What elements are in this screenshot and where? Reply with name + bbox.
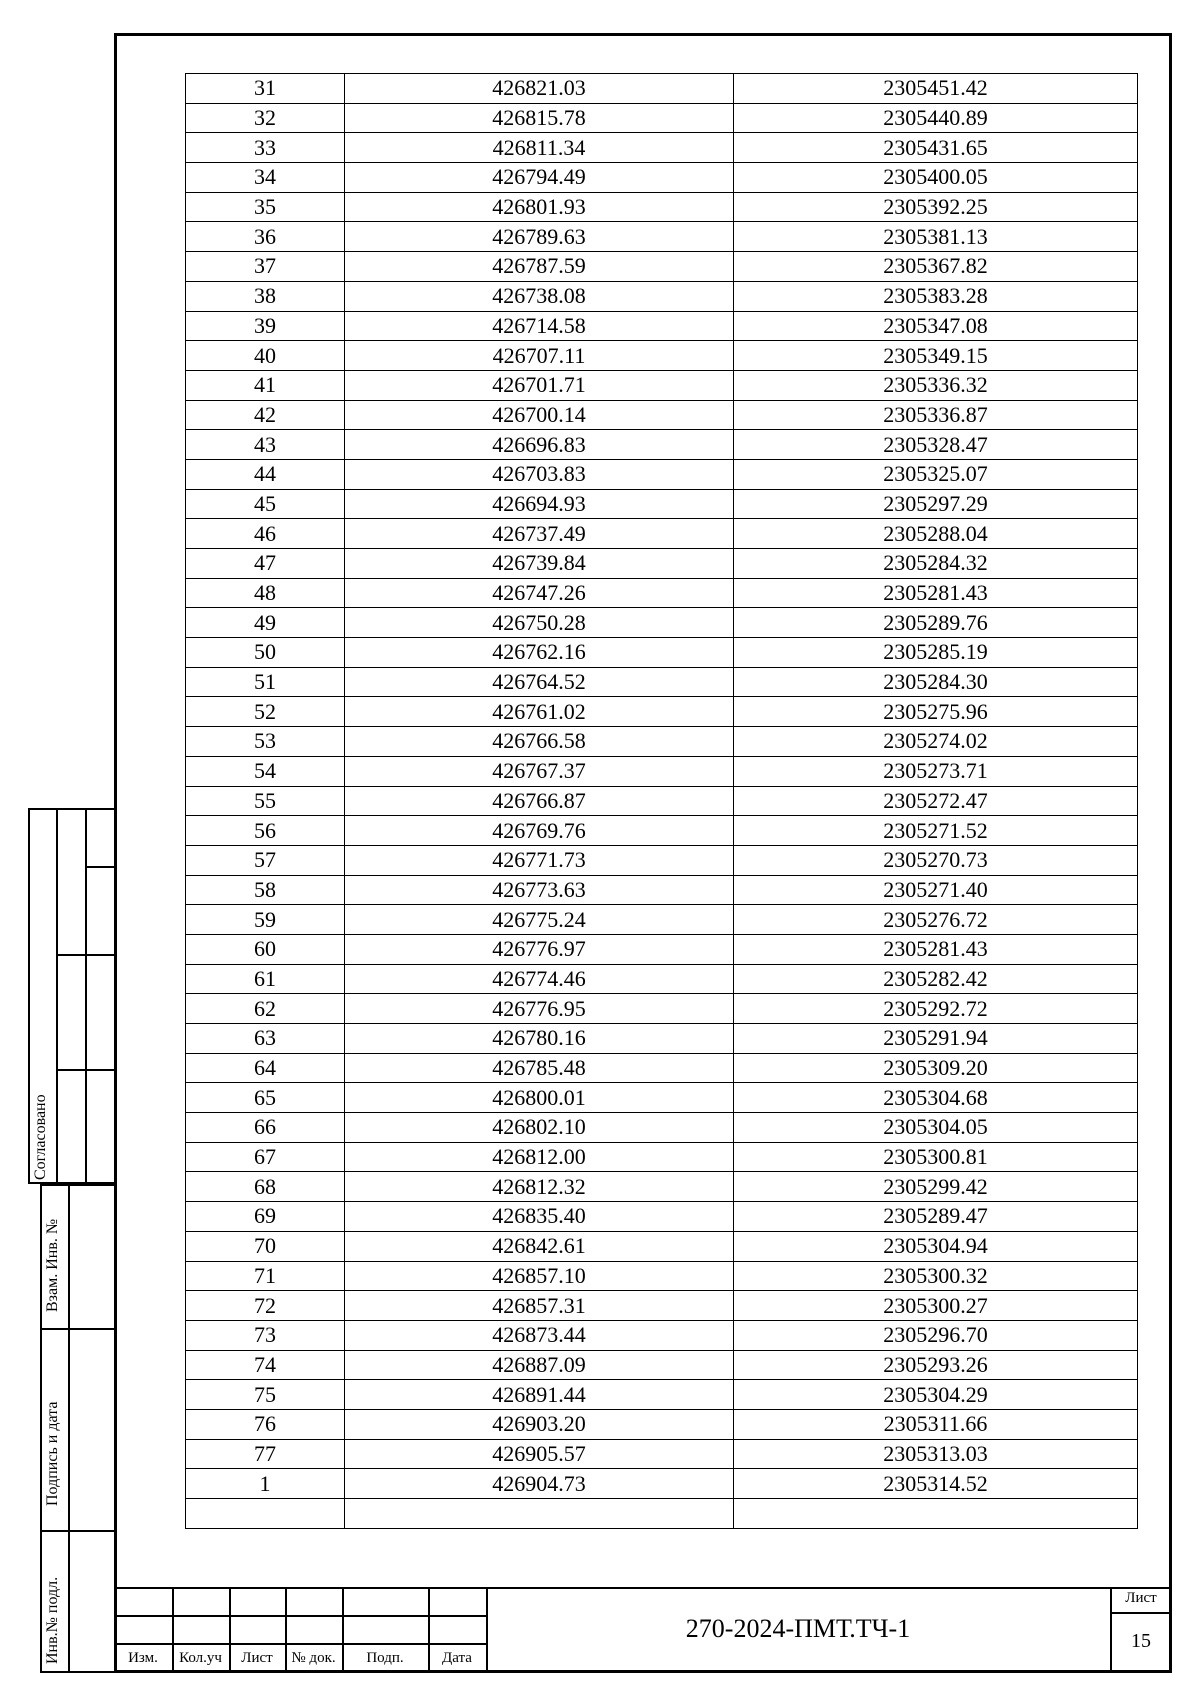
y-coordinate-cell: 2305336.87 <box>734 400 1138 430</box>
y-coordinate-cell: 2305274.02 <box>734 727 1138 757</box>
y-coordinate-cell: 2305347.08 <box>734 311 1138 341</box>
table-row <box>186 994 1138 1024</box>
x-coordinate-cell: 426811.34 <box>345 133 734 163</box>
signature-date-label: Подпись и дата <box>44 1401 61 1506</box>
table-row <box>186 786 1138 816</box>
x-coordinate-cell: 426789.63 <box>345 222 734 252</box>
agreed-label: Согласовано <box>32 1094 49 1180</box>
y-coordinate-cell: 2305284.30 <box>734 667 1138 697</box>
point-number-cell: 31 <box>186 74 345 104</box>
point-number-cell: 75 <box>186 1380 345 1410</box>
point-number-cell: 39 <box>186 311 345 341</box>
table-row <box>186 133 1138 163</box>
point-number-cell: 57 <box>186 845 345 875</box>
x-coordinate-cell: 426747.26 <box>345 578 734 608</box>
table-row <box>186 1083 1138 1113</box>
point-number-cell: 64 <box>186 1053 345 1083</box>
point-number-cell: 45 <box>186 489 345 519</box>
y-coordinate-cell: 2305271.52 <box>734 816 1138 846</box>
point-number-cell: 37 <box>186 252 345 282</box>
point-number-cell: 38 <box>186 281 345 311</box>
x-coordinate-cell: 426842.61 <box>345 1231 734 1261</box>
y-coordinate-cell: 2305292.72 <box>734 994 1138 1024</box>
y-coordinate-cell: 2305304.05 <box>734 1113 1138 1143</box>
point-number-cell: 52 <box>186 697 345 727</box>
table-row <box>186 192 1138 222</box>
y-coordinate-cell: 2305328.47 <box>734 430 1138 460</box>
x-coordinate-cell: 426780.16 <box>345 1024 734 1054</box>
x-coordinate-cell: 426707.11 <box>345 341 734 371</box>
table-row <box>186 519 1138 549</box>
table-row <box>186 816 1138 846</box>
x-coordinate-cell: 426696.83 <box>345 430 734 460</box>
table-row <box>186 638 1138 668</box>
point-number-cell: 76 <box>186 1409 345 1439</box>
x-coordinate-cell: 426815.78 <box>345 103 734 133</box>
table-row <box>186 608 1138 638</box>
sheet-label: Лист <box>1125 1590 1157 1606</box>
table-row <box>186 697 1138 727</box>
y-coordinate-cell: 2305288.04 <box>734 519 1138 549</box>
point-number-cell: 67 <box>186 1142 345 1172</box>
table-row <box>186 281 1138 311</box>
y-coordinate-cell: 2305367.82 <box>734 252 1138 282</box>
x-coordinate-cell: 426737.49 <box>345 519 734 549</box>
table-row <box>186 667 1138 697</box>
table-row <box>186 934 1138 964</box>
table-row <box>186 1499 1138 1529</box>
point-number-cell: 46 <box>186 519 345 549</box>
point-number-cell: 47 <box>186 549 345 579</box>
table-row <box>186 370 1138 400</box>
table-row <box>186 1320 1138 1350</box>
y-coordinate-cell: 2305297.29 <box>734 489 1138 519</box>
table-row <box>186 459 1138 489</box>
table-row <box>186 222 1138 252</box>
y-coordinate-cell: 2305272.47 <box>734 786 1138 816</box>
table-row <box>186 845 1138 875</box>
point-number-cell: 62 <box>186 994 345 1024</box>
x-coordinate-cell: 426701.71 <box>345 370 734 400</box>
table-row <box>186 1439 1138 1469</box>
y-coordinate-cell: 2305300.32 <box>734 1261 1138 1291</box>
x-coordinate-cell: 426794.49 <box>345 163 734 193</box>
replaced-inv-label: Взам. Инв. № <box>44 1218 61 1312</box>
point-number-cell: 49 <box>186 608 345 638</box>
point-number-cell: 53 <box>186 727 345 757</box>
y-coordinate-cell: 2305271.40 <box>734 875 1138 905</box>
table-row <box>186 1291 1138 1321</box>
table-row <box>186 964 1138 994</box>
y-coordinate-cell: 2305313.03 <box>734 1439 1138 1469</box>
y-coordinate-cell: 2305400.05 <box>734 163 1138 193</box>
y-coordinate-cell: 2305300.81 <box>734 1142 1138 1172</box>
point-number-cell: 44 <box>186 459 345 489</box>
table-row <box>186 430 1138 460</box>
x-coordinate-cell: 426703.83 <box>345 459 734 489</box>
point-number-cell: 58 <box>186 875 345 905</box>
table-row <box>186 252 1138 282</box>
y-coordinate-cell: 2305304.68 <box>734 1083 1138 1113</box>
point-number-cell: 40 <box>186 341 345 371</box>
table-row <box>186 163 1138 193</box>
table-row <box>186 727 1138 757</box>
x-coordinate-cell: 426766.58 <box>345 727 734 757</box>
y-coordinate-cell: 2305314.52 <box>734 1469 1138 1499</box>
point-number-cell: 72 <box>186 1291 345 1321</box>
x-coordinate-cell: 426738.08 <box>345 281 734 311</box>
document-code: 270-2024-ПМТ.ТЧ-1 <box>685 1614 911 1643</box>
point-number-cell: 74 <box>186 1350 345 1380</box>
y-coordinate-cell: 2305381.13 <box>734 222 1138 252</box>
table-row <box>186 1142 1138 1172</box>
point-number-cell: 66 <box>186 1113 345 1143</box>
table-row <box>186 489 1138 519</box>
table-row <box>186 1261 1138 1291</box>
point-number-cell: 68 <box>186 1172 345 1202</box>
y-coordinate-cell: 2305291.94 <box>734 1024 1138 1054</box>
x-coordinate-cell: 426903.20 <box>345 1409 734 1439</box>
table-row <box>186 1172 1138 1202</box>
x-coordinate-cell: 426700.14 <box>345 400 734 430</box>
table-row <box>186 103 1138 133</box>
signature-label: Подп. <box>366 1650 404 1666</box>
y-coordinate-cell: 2305285.19 <box>734 638 1138 668</box>
point-number-cell: 50 <box>186 638 345 668</box>
y-coordinate-cell: 2305284.32 <box>734 549 1138 579</box>
table-row <box>186 1380 1138 1410</box>
date-label: Дата <box>442 1650 472 1666</box>
x-coordinate-cell: 426802.10 <box>345 1113 734 1143</box>
y-coordinate-cell: 2305431.65 <box>734 133 1138 163</box>
point-number-cell: 69 <box>186 1202 345 1232</box>
x-coordinate-cell: 426766.87 <box>345 786 734 816</box>
y-coordinate-cell: 2305276.72 <box>734 905 1138 935</box>
y-coordinate-cell: 2305281.43 <box>734 578 1138 608</box>
table-row <box>186 400 1138 430</box>
table-row <box>186 1113 1138 1143</box>
x-coordinate-cell: 426773.63 <box>345 875 734 905</box>
y-coordinate-cell: 2305440.89 <box>734 103 1138 133</box>
point-number-cell: 1 <box>186 1469 345 1499</box>
point-number-cell: 35 <box>186 192 345 222</box>
table-row <box>186 1469 1138 1499</box>
table-row <box>186 1024 1138 1054</box>
y-coordinate-cell: 2305325.07 <box>734 459 1138 489</box>
table-row <box>186 74 1138 104</box>
inv-orig-label: Инв.№ подл. <box>44 1576 61 1664</box>
y-coordinate-cell: 2305289.76 <box>734 608 1138 638</box>
y-coordinate-cell: 2305309.20 <box>734 1053 1138 1083</box>
point-number-cell: 34 <box>186 163 345 193</box>
y-coordinate-cell: 2305304.29 <box>734 1380 1138 1410</box>
point-number-cell: 42 <box>186 400 345 430</box>
x-coordinate-cell: 426774.46 <box>345 964 734 994</box>
x-coordinate-cell: 426873.44 <box>345 1320 734 1350</box>
table-row <box>186 311 1138 341</box>
y-coordinate-cell: 2305289.47 <box>734 1202 1138 1232</box>
rev-label: Изм. <box>128 1650 158 1666</box>
x-coordinate-cell: 426694.93 <box>345 489 734 519</box>
y-coordinate-cell: 2305282.42 <box>734 964 1138 994</box>
table-row <box>186 905 1138 935</box>
table-row <box>186 1202 1138 1232</box>
sheet-number: 15 <box>1131 1630 1151 1652</box>
y-coordinate-cell: 2305336.32 <box>734 370 1138 400</box>
x-coordinate-cell: 426776.97 <box>345 934 734 964</box>
y-coordinate-cell <box>734 1499 1138 1529</box>
y-coordinate-cell: 2305311.66 <box>734 1409 1138 1439</box>
point-number-cell: 63 <box>186 1024 345 1054</box>
x-coordinate-cell: 426787.59 <box>345 252 734 282</box>
x-coordinate-cell: 426904.73 <box>345 1469 734 1499</box>
table-row <box>186 875 1138 905</box>
x-coordinate-cell: 426776.95 <box>345 994 734 1024</box>
point-number-cell: 51 <box>186 667 345 697</box>
y-coordinate-cell: 2305296.70 <box>734 1320 1138 1350</box>
x-coordinate-cell: 426887.09 <box>345 1350 734 1380</box>
point-number-cell: 48 <box>186 578 345 608</box>
x-coordinate-cell: 426801.93 <box>345 192 734 222</box>
point-number-cell: 77 <box>186 1439 345 1469</box>
table-row <box>186 1053 1138 1083</box>
point-number-cell: 43 <box>186 430 345 460</box>
point-number-cell: 41 <box>186 370 345 400</box>
y-coordinate-cell: 2305300.27 <box>734 1291 1138 1321</box>
coordinates-table <box>185 73 1138 1529</box>
point-number-cell: 60 <box>186 934 345 964</box>
x-coordinate-cell: 426739.84 <box>345 549 734 579</box>
x-coordinate-cell: 426762.16 <box>345 638 734 668</box>
doc-no-label: № док. <box>291 1650 336 1666</box>
y-coordinate-cell: 2305383.28 <box>734 281 1138 311</box>
x-coordinate-cell: 426767.37 <box>345 756 734 786</box>
table-row <box>186 1231 1138 1261</box>
point-number-cell: 56 <box>186 816 345 846</box>
table-row <box>186 1350 1138 1380</box>
y-coordinate-cell: 2305270.73 <box>734 845 1138 875</box>
x-coordinate-cell: 426761.02 <box>345 697 734 727</box>
y-coordinate-cell: 2305349.15 <box>734 341 1138 371</box>
point-number-cell: 36 <box>186 222 345 252</box>
y-coordinate-cell: 2305304.94 <box>734 1231 1138 1261</box>
sheet-col-label: Лист <box>241 1650 273 1666</box>
point-number-cell: 59 <box>186 905 345 935</box>
x-coordinate-cell: 426857.10 <box>345 1261 734 1291</box>
point-number-cell: 54 <box>186 756 345 786</box>
table-row <box>186 1409 1138 1439</box>
table-row <box>186 578 1138 608</box>
point-number-cell: 73 <box>186 1320 345 1350</box>
x-coordinate-cell: 426785.48 <box>345 1053 734 1083</box>
x-coordinate-cell: 426835.40 <box>345 1202 734 1232</box>
x-coordinate-cell: 426891.44 <box>345 1380 734 1410</box>
point-number-cell: 61 <box>186 964 345 994</box>
table-row <box>186 756 1138 786</box>
point-number-cell: 32 <box>186 103 345 133</box>
y-coordinate-cell: 2305451.42 <box>734 74 1138 104</box>
qty-label: Кол.уч <box>179 1650 222 1666</box>
x-coordinate-cell: 426775.24 <box>345 905 734 935</box>
x-coordinate-cell: 426812.32 <box>345 1172 734 1202</box>
x-coordinate-cell: 426750.28 <box>345 608 734 638</box>
x-coordinate-cell: 426821.03 <box>345 74 734 104</box>
y-coordinate-cell: 2305275.96 <box>734 697 1138 727</box>
x-coordinate-cell: 426771.73 <box>345 845 734 875</box>
y-coordinate-cell: 2305299.42 <box>734 1172 1138 1202</box>
x-coordinate-cell <box>345 1499 734 1529</box>
x-coordinate-cell: 426769.76 <box>345 816 734 846</box>
point-number-cell: 55 <box>186 786 345 816</box>
table-row <box>186 549 1138 579</box>
point-number-cell: 33 <box>186 133 345 163</box>
x-coordinate-cell: 426857.31 <box>345 1291 734 1321</box>
y-coordinate-cell: 2305281.43 <box>734 934 1138 964</box>
point-number-cell: 70 <box>186 1231 345 1261</box>
x-coordinate-cell: 426800.01 <box>345 1083 734 1113</box>
x-coordinate-cell: 426714.58 <box>345 311 734 341</box>
table-row <box>186 341 1138 371</box>
x-coordinate-cell: 426812.00 <box>345 1142 734 1172</box>
y-coordinate-cell: 2305273.71 <box>734 756 1138 786</box>
y-coordinate-cell: 2305392.25 <box>734 192 1138 222</box>
point-number-cell: 65 <box>186 1083 345 1113</box>
point-number-cell <box>186 1499 345 1529</box>
y-coordinate-cell: 2305293.26 <box>734 1350 1138 1380</box>
point-number-cell: 71 <box>186 1261 345 1291</box>
x-coordinate-cell: 426764.52 <box>345 667 734 697</box>
x-coordinate-cell: 426905.57 <box>345 1439 734 1469</box>
